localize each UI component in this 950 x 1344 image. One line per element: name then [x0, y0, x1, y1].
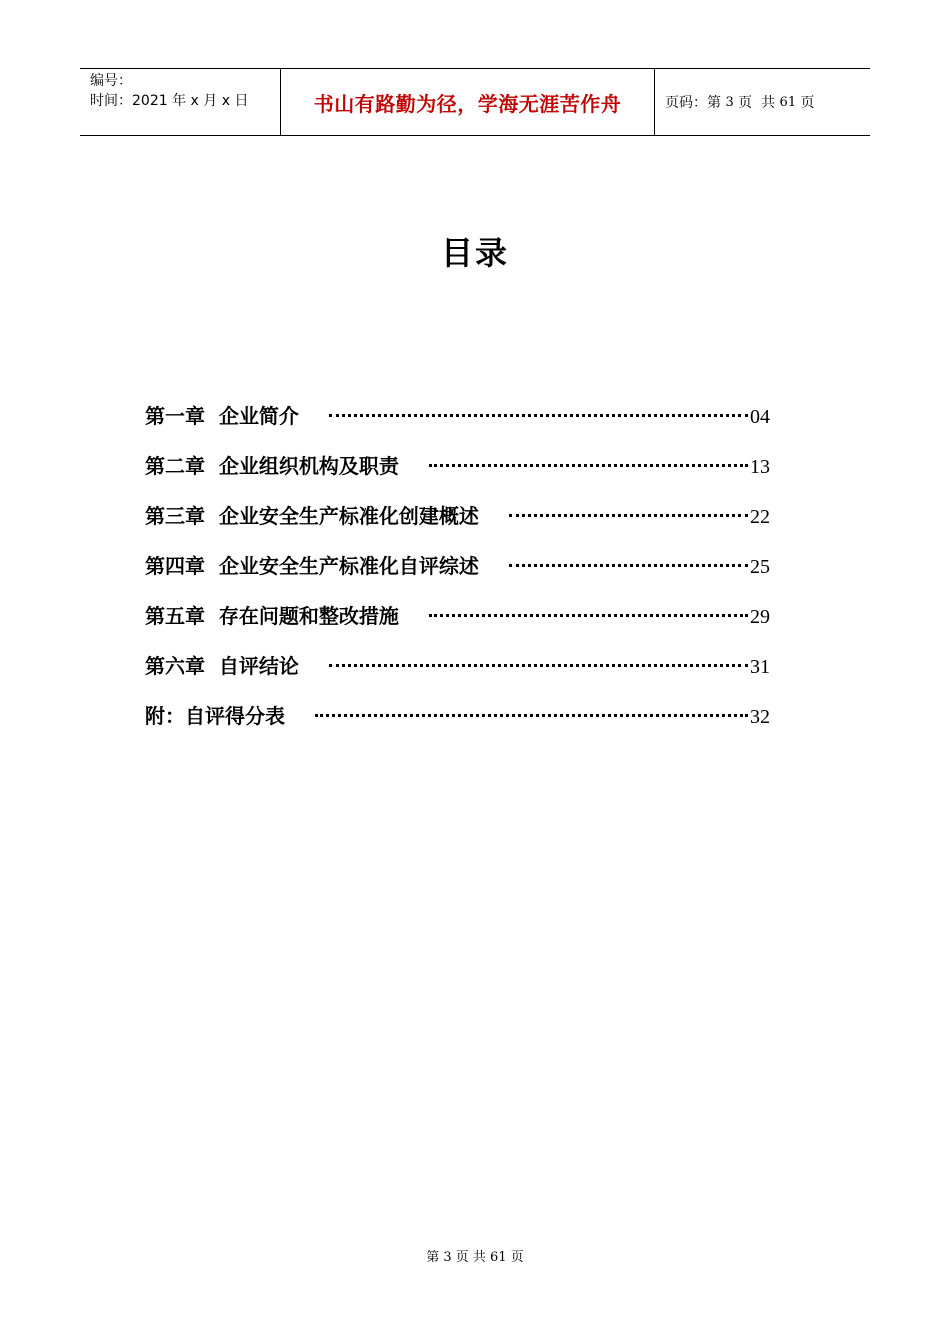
- toc-leader-dots: [315, 714, 748, 717]
- toc-entry[interactable]: [145, 650, 770, 700]
- page-mid: 页 共: [733, 95, 780, 111]
- toc-entry-label: 第三章 企业安全生产标准化创建概述: [145, 504, 479, 528]
- header-meta: [80, 69, 281, 135]
- page-current: 3: [725, 94, 734, 110]
- toc-entry[interactable]: [145, 400, 770, 450]
- page-title: 目录: [440, 234, 509, 272]
- toc-entry-page: 32: [750, 706, 770, 728]
- toc-leader-dots: [429, 464, 748, 467]
- toc-entry[interactable]: [145, 700, 770, 750]
- toc-leader-dots: [509, 564, 748, 567]
- toc-entry[interactable]: [145, 550, 770, 600]
- toc-leader-dots: [329, 664, 748, 667]
- toc-entry-label: 第四章 企业安全生产标准化自评综述: [145, 554, 479, 578]
- toc-leader-dots: [509, 514, 748, 517]
- document-number-label: 编号：: [90, 73, 132, 89]
- toc-entry-page: 25: [750, 556, 770, 578]
- toc-entry-page: 22: [750, 506, 770, 528]
- toc-entry-label: 附：自评得分表: [145, 704, 285, 728]
- toc-entry-label: 第六章 自评结论: [145, 654, 299, 678]
- toc-entry[interactable]: [145, 500, 770, 550]
- document-date: 时间：2021 年 x 月 x 日: [90, 93, 249, 109]
- page-footer: 第 3 页 共 61 页: [426, 1250, 524, 1265]
- table-of-contents: [145, 400, 770, 750]
- page-prefix: 页码：第: [665, 95, 726, 111]
- toc-entry-page: 29: [750, 606, 770, 628]
- toc-leader-dots: [429, 614, 748, 617]
- header-motto: 书山有路勤为径，学海无涯苦作舟: [281, 69, 655, 135]
- page-total: 61: [779, 94, 797, 110]
- toc-leader-dots: [329, 414, 748, 417]
- toc-entry-label: 第一章 企业简介: [145, 404, 299, 428]
- toc-entry-page: 31: [750, 656, 770, 678]
- toc-entry-label: 第五章 存在问题和整改措施: [145, 604, 399, 628]
- page-suffix: 页: [796, 95, 815, 111]
- header-page-info: [655, 69, 870, 135]
- toc-entry-page: 04: [750, 406, 770, 428]
- toc-entry[interactable]: [145, 600, 770, 650]
- page-header: [80, 68, 870, 136]
- toc-entry-page: 13: [750, 456, 770, 478]
- toc-entry-label: 第二章 企业组织机构及职责: [145, 454, 399, 478]
- toc-entry[interactable]: [145, 450, 770, 500]
